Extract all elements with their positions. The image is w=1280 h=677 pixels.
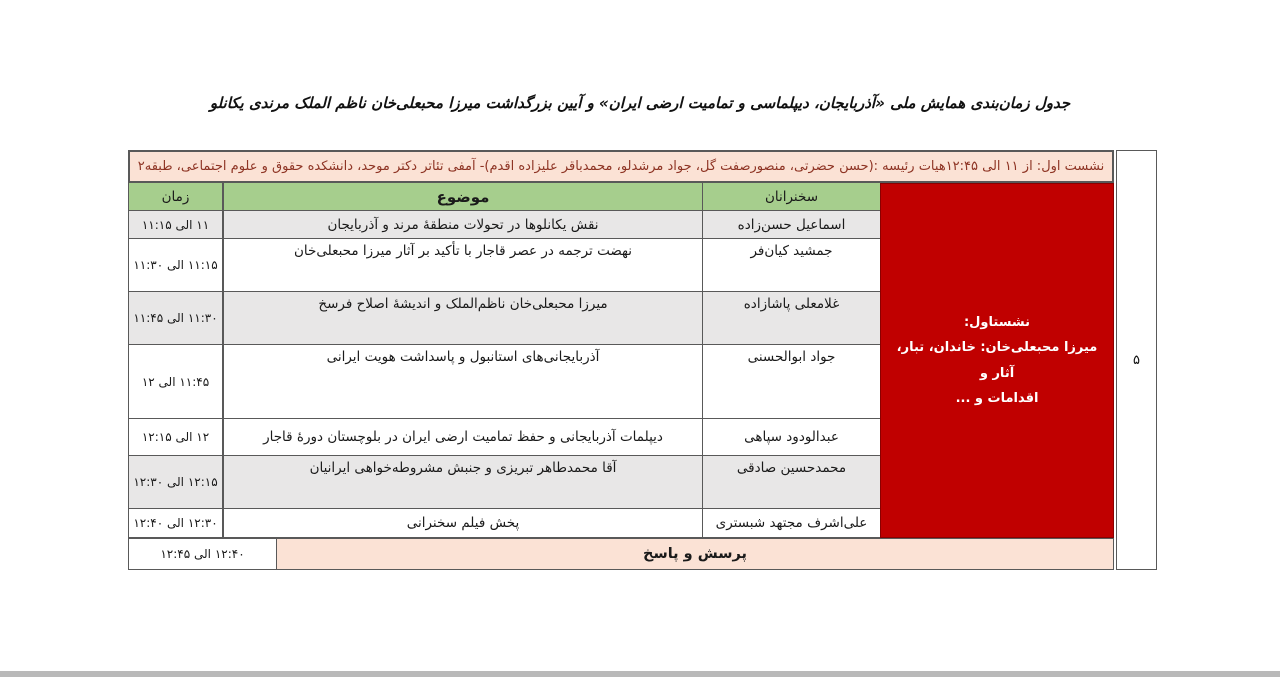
column-header-time: زمان — [128, 183, 223, 211]
session-header: نشست اول: از ۱۱ الی ۱۲:۴۵هیات رئیسه :(حسن حضرتی، منصورصفت گل، جواد مرشدلو، محمدباقر علیزاده اقدم)- آمفی تئاتر دکتر موحد، دانشکده حقوق و علوم اجتماعی، طبقه۲ — [128, 150, 1114, 183]
row-speaker: اسماعیل حسن‌زاده — [702, 211, 880, 239]
row-topic: میرزا محبعلی‌خان ناظم‌الملک و اندیشهٔ اصلاح فرسخ — [223, 292, 702, 345]
row-topic: نقش یکانلوها در تحولات منطقهٔ مرند و آذربایجان — [223, 211, 702, 239]
table-row — [128, 419, 880, 456]
row-time: ۱۲:۱۵ الی ۱۲:۳۰ — [128, 456, 223, 509]
row-speaker: جمشید کیان‌فر — [702, 239, 880, 292]
table-row — [128, 456, 880, 509]
row-time: ۱۲ الی ۱۲:۱۵ — [128, 419, 223, 456]
table-row — [128, 239, 880, 292]
page-number-cell: ۵ — [1116, 150, 1157, 570]
row-time: ۱۱:۳۰ الی ۱۱:۴۵ — [128, 292, 223, 345]
row-speaker: جواد ابوالحسنی — [702, 345, 880, 419]
table-row — [128, 292, 880, 345]
row-topic: نهضت ترجمه در عصر قاجار با تأکید بر آثار میرزا محبعلی‌خان — [223, 239, 702, 292]
table-row — [128, 211, 880, 239]
session-title-line: میرزا محبعلی‌خان: خاندان، تبار، آثار و — [896, 340, 1098, 381]
row-time: ۱۱:۱۵ الی ۱۱:۳۰ — [128, 239, 223, 292]
table-row — [128, 345, 880, 419]
session-title-line: نشستاول: — [963, 314, 1031, 330]
table-row — [128, 509, 880, 538]
row-time: ۱۱:۴۵ الی ۱۲ — [128, 345, 223, 419]
window-bottom-edge — [0, 671, 1280, 677]
row-topic: آذربایجانی‌های استانبول و پاسداشت هویت ایرانی — [223, 345, 702, 419]
session-title-line: اقدامات و ... — [955, 390, 1039, 406]
row-time: ۱۲:۳۰ الی ۱۲:۴۰ — [128, 509, 223, 538]
row-speaker: غلامعلی پاشازاده — [702, 292, 880, 345]
row-topic: آقا محمدطاهر تبریزی و جنبش مشروطه‌خواهی ایرانیان — [223, 456, 702, 509]
row-topic: دیپلمات آذربایجانی و حفظ تمامیت ارضی ایران در بلوچستان دورهٔ قاجار — [223, 419, 702, 456]
qa-label: پرسش و پاسخ — [277, 538, 1114, 570]
qa-time: ۱۲:۴۰ الی ۱۲:۴۵ — [128, 538, 277, 570]
row-speaker: علی‌اشرف مجتهد شبستری — [702, 509, 880, 538]
schedule-table — [128, 150, 1157, 570]
row-topic: پخش فیلم سخنرانی — [223, 509, 702, 538]
row-time: ۱۱ الی ۱۱:۱۵ — [128, 211, 223, 239]
column-header-row — [128, 183, 880, 211]
session-title-panel — [880, 183, 1114, 538]
qa-row — [128, 538, 1114, 570]
column-header-topic: موضوع — [223, 183, 702, 211]
session-rows — [128, 183, 880, 538]
column-header-speakers: سخنرانان — [702, 183, 880, 211]
row-speaker: عبدالودود سپاهی — [702, 419, 880, 456]
row-speaker: محمدحسین صادقی — [702, 456, 880, 509]
page-title: جدول زمان‌بندی همایش ملی «آذربایجان، دیپلماسی و تمامیت ارضی ایران» و آیین بزرگداشت میرزا محبعلی‌خان ناظم الملک مرندی یکانلو — [209, 94, 1071, 112]
